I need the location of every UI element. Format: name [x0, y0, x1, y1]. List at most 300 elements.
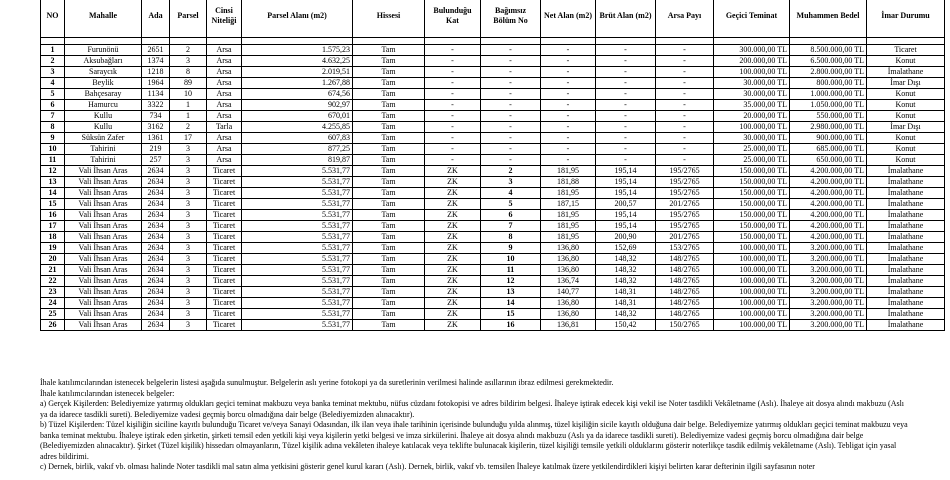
table-row	[41, 122, 945, 133]
column-header-kat: Bulunduğu Kat	[425, 0, 481, 38]
cell-gecici-teminat: 100.000,00 TL	[714, 298, 790, 309]
cell-muhammen-bedel: 8.500.000,00 TL	[790, 45, 867, 56]
cell-brut-alan: 195,14	[596, 177, 656, 188]
cell-imar-durumu: İmalathane	[867, 309, 945, 320]
cell-mahalle: Vali İhsan Aras	[65, 320, 142, 331]
column-header-gecici-teminat: Geçici Teminat	[714, 0, 790, 38]
cell-cinsi: Arsa	[207, 111, 242, 122]
cell-no: 6	[41, 100, 65, 111]
cell-net-alan: -	[541, 122, 596, 133]
cell-gecici-teminat: 100.000,00 TL	[714, 122, 790, 133]
cell-cinsi: Ticaret	[207, 210, 242, 221]
cell-imar-durumu: İmalathane	[867, 254, 945, 265]
column-header-parsel-alani: Parsel Alanı (m2)	[242, 0, 353, 38]
cell-mahalle: Vali İhsan Aras	[65, 287, 142, 298]
cell-brut-alan: -	[596, 56, 656, 67]
cell-imar-durumu: İmalathane	[867, 276, 945, 287]
cell-imar-durumu: İmalathane	[867, 265, 945, 276]
cell-cinsi: Ticaret	[207, 320, 242, 331]
cell-parsel: 3	[170, 155, 207, 166]
cell-bolum-no: -	[481, 45, 541, 56]
cell-muhammen-bedel: 3.200.000,00 TL	[790, 298, 867, 309]
cell-imar-durumu: Konut	[867, 56, 945, 67]
cell-kat: -	[425, 122, 481, 133]
cell-ada: 2634	[142, 276, 170, 287]
cell-hissesi: Tam	[353, 210, 425, 221]
table-row	[41, 56, 945, 67]
cell-parsel: 3	[170, 287, 207, 298]
cell-imar-durumu: İmalathane	[867, 188, 945, 199]
cell-cinsi: Ticaret	[207, 243, 242, 254]
cell-hissesi: Tam	[353, 232, 425, 243]
cell-mahalle: Vali İhsan Aras	[65, 276, 142, 287]
cell-cinsi: Ticaret	[207, 221, 242, 232]
cell-parsel-alani: 5.531,77	[242, 320, 353, 331]
cell-gecici-teminat: 25.000,00 TL	[714, 144, 790, 155]
cell-bolum-no: -	[481, 78, 541, 89]
cell-hissesi: Tam	[353, 254, 425, 265]
cell-parsel-alani: 902,97	[242, 100, 353, 111]
cell-ada: 1134	[142, 89, 170, 100]
cell-muhammen-bedel: 4.200.000,00 TL	[790, 166, 867, 177]
table-row	[41, 166, 945, 177]
cell-brut-alan: 150,42	[596, 320, 656, 331]
cell-bolum-no: 6	[481, 210, 541, 221]
cell-ada: 3322	[142, 100, 170, 111]
cell-cinsi: Arsa	[207, 78, 242, 89]
cell-arsa-payi: 148/2765	[656, 309, 714, 320]
cell-net-alan: 136,80	[541, 298, 596, 309]
cell-hissesi: Tam	[353, 56, 425, 67]
cell-no: 8	[41, 122, 65, 133]
cell-imar-durumu: İmalathane	[867, 166, 945, 177]
cell-parsel: 89	[170, 78, 207, 89]
cell-muhammen-bedel: 4.200.000,00 TL	[790, 221, 867, 232]
cell-arsa-payi: -	[656, 144, 714, 155]
cell-bolum-no: 11	[481, 265, 541, 276]
cell-net-alan: 136,74	[541, 276, 596, 287]
notes-individuals: a) Gerçek Kişilerden: Belediyemize yatırmış oldukları geçici teminat makbuzu veya banka teminat mektubu, nüfus cüzdanı fotokopisi ve adres bildirim belgesi. İhaleye iştirak edecek kişi vekil ise Noter tasdikli Vekâletname (Aslı). İhaleye ait dosya alındı makbuzu (Aslı ya da idarece tasdikli sureti). Belediyemize vadesi geçmiş borcu olmadığına dair belge (Belediyemizden alınacaktır).	[40, 399, 905, 419]
cell-ada: 2634	[142, 177, 170, 188]
cell-no: 3	[41, 67, 65, 78]
notes-legal-entities: b) Tüzel Kişilerden: Tüzel kişiliğin siciline kayıtlı bulunduğu Ticaret ve/veya Sanayi Odasından, ilk ilan veya ihale tarihinin içerisinde bulunduğu yılda alınmış, tüzel kişiliğin sicile kayıtlı olduğuna dair belge. Belediyemize yatırmış oldukları geçici teminat makbuzu veya banka teminat mektubu. İhaleye iştirak eden şirketin, şirketi temsil eden yetkili kişi veya kişilerin yetki belgesi ve imza sirkülerini. İhaleye ait dosya alındı makbuzu (Aslı ya da idarece tasdikli sureti). Belediyemize vadesi geçmiş borcu olmadığına dair belge (Belediyemizden alınacaktır). Şirket (Tüzel kişilik) hissedarı olmayanların, Tüzel kişilik adına vekâleten ihaleye katılacak veya teklifte bulunacak kişilerin, tüzel kişiliği temsile yetkili olduklarını gösterir noterlikçe tasdik edilmiş vekâletname (Aslı). Tebligat için yasal adres bildirimi.	[40, 420, 908, 461]
cell-bolum-no: 9	[481, 243, 541, 254]
cell-imar-durumu: Konut	[867, 111, 945, 122]
cell-net-alan: 181,88	[541, 177, 596, 188]
cell-net-alan: -	[541, 45, 596, 56]
cell-imar-durumu: İmalathane	[867, 232, 945, 243]
cell-mahalle: Süksün Zafer	[65, 133, 142, 144]
cell-gecici-teminat: 150.000,00 TL	[714, 199, 790, 210]
cell-brut-alan: -	[596, 67, 656, 78]
cell-no: 13	[41, 177, 65, 188]
cell-no: 9	[41, 133, 65, 144]
cell-muhammen-bedel: 3.200.000,00 TL	[790, 287, 867, 298]
cell-net-alan: 136,80	[541, 309, 596, 320]
cell-parsel-alani: 4.632,25	[242, 56, 353, 67]
table-row	[41, 298, 945, 309]
cell-brut-alan: -	[596, 45, 656, 56]
table-body	[41, 38, 945, 331]
cell-ada: 2634	[142, 309, 170, 320]
cell-brut-alan: 148,32	[596, 265, 656, 276]
cell-brut-alan: 195,14	[596, 221, 656, 232]
cell-parsel: 3	[170, 166, 207, 177]
cell-parsel-alani: 5.531,77	[242, 254, 353, 265]
requirements-notes	[40, 378, 910, 473]
cell-arsa-payi: 148/2765	[656, 265, 714, 276]
cell-mahalle: Vali İhsan Aras	[65, 210, 142, 221]
cell-arsa-payi: 201/2765	[656, 232, 714, 243]
cell-parsel-alani: 5.531,77	[242, 188, 353, 199]
table-row	[41, 100, 945, 111]
cell-cinsi: Arsa	[207, 67, 242, 78]
cell-kat: -	[425, 78, 481, 89]
parcel-table	[40, 0, 945, 331]
cell-muhammen-bedel: 800.000,00 TL	[790, 78, 867, 89]
cell-ada: 2634	[142, 210, 170, 221]
cell-brut-alan: 148,32	[596, 309, 656, 320]
cell-brut-alan: 195,14	[596, 188, 656, 199]
cell-gecici-teminat: 150.000,00 TL	[714, 188, 790, 199]
cell-hissesi: Tam	[353, 111, 425, 122]
cell-mahalle: Vali İhsan Aras	[65, 232, 142, 243]
table-row	[41, 67, 945, 78]
notes-heading: İhale katılımcılarından istenecek belgeler:	[40, 388, 175, 398]
cell-parsel-alani: 5.531,77	[242, 243, 353, 254]
cell-net-alan: 181,95	[541, 166, 596, 177]
cell-bolum-no: -	[481, 100, 541, 111]
cell-kat: -	[425, 133, 481, 144]
cell-gecici-teminat: 150.000,00 TL	[714, 210, 790, 221]
cell-imar-durumu: Ticaret	[867, 45, 945, 56]
cell-no: 4	[41, 78, 65, 89]
cell-kat: ZK	[425, 221, 481, 232]
cell-parsel-alani: 5.531,77	[242, 309, 353, 320]
cell-hissesi: Tam	[353, 309, 425, 320]
cell-brut-alan: -	[596, 144, 656, 155]
cell-cinsi: Ticaret	[207, 199, 242, 210]
cell-kat: ZK	[425, 177, 481, 188]
cell-bolum-no: -	[481, 56, 541, 67]
cell-net-alan: -	[541, 78, 596, 89]
cell-kat: -	[425, 111, 481, 122]
cell-hissesi: Tam	[353, 320, 425, 331]
cell-arsa-payi: 195/2765	[656, 177, 714, 188]
cell-muhammen-bedel: 685.000,00 TL	[790, 144, 867, 155]
cell-net-alan: -	[541, 144, 596, 155]
cell-net-alan: -	[541, 111, 596, 122]
cell-imar-durumu: Konut	[867, 155, 945, 166]
cell-no: 11	[41, 155, 65, 166]
cell-net-alan: 181,95	[541, 221, 596, 232]
cell-net-alan: 181,95	[541, 188, 596, 199]
cell-mahalle: Vali İhsan Aras	[65, 221, 142, 232]
column-header-mahalle: Mahalle	[65, 0, 142, 38]
cell-parsel: 3	[170, 188, 207, 199]
cell-arsa-payi: 148/2765	[656, 287, 714, 298]
cell-kat: -	[425, 155, 481, 166]
cell-gecici-teminat: 100.000,00 TL	[714, 309, 790, 320]
cell-kat: -	[425, 89, 481, 100]
cell-net-alan: 136,80	[541, 254, 596, 265]
cell-no: 12	[41, 166, 65, 177]
cell-imar-durumu: İmalathane	[867, 199, 945, 210]
cell-brut-alan: 200,90	[596, 232, 656, 243]
cell-muhammen-bedel: 900.000,00 TL	[790, 133, 867, 144]
cell-net-alan: 136,80	[541, 243, 596, 254]
cell-kat: -	[425, 144, 481, 155]
cell-muhammen-bedel: 4.200.000,00 TL	[790, 232, 867, 243]
cell-brut-alan: 148,31	[596, 287, 656, 298]
cell-hissesi: Tam	[353, 133, 425, 144]
cell-hissesi: Tam	[353, 45, 425, 56]
cell-ada: 2634	[142, 221, 170, 232]
cell-kat: ZK	[425, 254, 481, 265]
cell-parsel: 3	[170, 320, 207, 331]
cell-hissesi: Tam	[353, 265, 425, 276]
cell-mahalle: Vali İhsan Aras	[65, 309, 142, 320]
cell-cinsi: Ticaret	[207, 166, 242, 177]
cell-no: 15	[41, 199, 65, 210]
cell-parsel-alani: 674,56	[242, 89, 353, 100]
cell-parsel-alani: 5.531,77	[242, 166, 353, 177]
cell-imar-durumu: İmalathane	[867, 221, 945, 232]
table-row	[41, 265, 945, 276]
cell-arsa-payi: 195/2765	[656, 221, 714, 232]
cell-bolum-no: 4	[481, 188, 541, 199]
cell-muhammen-bedel: 650.000,00 TL	[790, 155, 867, 166]
cell-imar-durumu: İmalathane	[867, 210, 945, 221]
cell-parsel-alani: 5.531,77	[242, 287, 353, 298]
cell-mahalle: Vali İhsan Aras	[65, 177, 142, 188]
header-spacer-row	[41, 38, 945, 45]
cell-no: 18	[41, 232, 65, 243]
cell-kat: ZK	[425, 265, 481, 276]
cell-parsel-alani: 877,25	[242, 144, 353, 155]
cell-parsel-alani: 1.267,88	[242, 78, 353, 89]
cell-brut-alan: -	[596, 78, 656, 89]
cell-kat: ZK	[425, 287, 481, 298]
cell-gecici-teminat: 35.000,00 TL	[714, 100, 790, 111]
cell-muhammen-bedel: 3.200.000,00 TL	[790, 265, 867, 276]
cell-hissesi: Tam	[353, 155, 425, 166]
cell-cinsi: Arsa	[207, 56, 242, 67]
cell-gecici-teminat: 100.000,00 TL	[714, 265, 790, 276]
cell-arsa-payi: -	[656, 122, 714, 133]
cell-parsel-alani: 5.531,77	[242, 177, 353, 188]
cell-brut-alan: -	[596, 89, 656, 100]
cell-bolum-no: 16	[481, 320, 541, 331]
table-row	[41, 144, 945, 155]
cell-hissesi: Tam	[353, 199, 425, 210]
cell-parsel: 3	[170, 177, 207, 188]
cell-brut-alan: 148,32	[596, 276, 656, 287]
cell-imar-durumu: Konut	[867, 133, 945, 144]
cell-bolum-no: 3	[481, 177, 541, 188]
cell-no: 23	[41, 287, 65, 298]
cell-no: 20	[41, 254, 65, 265]
cell-muhammen-bedel: 4.200.000,00 TL	[790, 210, 867, 221]
cell-ada: 1218	[142, 67, 170, 78]
cell-bolum-no: 2	[481, 166, 541, 177]
cell-arsa-payi: -	[656, 89, 714, 100]
cell-gecici-teminat: 200.000,00 TL	[714, 56, 790, 67]
cell-brut-alan: -	[596, 133, 656, 144]
cell-ada: 2634	[142, 232, 170, 243]
cell-brut-alan: 148,32	[596, 254, 656, 265]
table-row	[41, 45, 945, 56]
cell-mahalle: Kullu	[65, 111, 142, 122]
cell-mahalle: Beylik	[65, 78, 142, 89]
table-row	[41, 243, 945, 254]
table-row	[41, 133, 945, 144]
cell-arsa-payi: -	[656, 155, 714, 166]
cell-bolum-no: 7	[481, 221, 541, 232]
cell-ada: 734	[142, 111, 170, 122]
cell-arsa-payi: -	[656, 78, 714, 89]
cell-arsa-payi: 153/2765	[656, 243, 714, 254]
cell-no: 19	[41, 243, 65, 254]
notes-associations: c) Dernek, birlik, vakıf vb. olması halinde Noter tasdikli mal satın alma yetkisini gösterir genel kurul kararı (Aslı). Dernek, birlik, vakıf vb. temsilen İhaleye katılmak üzere yetkilendirdikleri kişiyi belirten karar defterinin ilgili sayfasının noter	[40, 462, 815, 471]
cell-arsa-payi: -	[656, 67, 714, 78]
cell-hissesi: Tam	[353, 287, 425, 298]
cell-cinsi: Ticaret	[207, 276, 242, 287]
cell-imar-durumu: İmalathane	[867, 177, 945, 188]
cell-no: 25	[41, 309, 65, 320]
cell-parsel: 3	[170, 232, 207, 243]
column-header-muhammen-bedel: Muhammen Bedel	[790, 0, 867, 38]
cell-muhammen-bedel: 1.000.000,00 TL	[790, 89, 867, 100]
cell-brut-alan: 200,57	[596, 199, 656, 210]
cell-ada: 3162	[142, 122, 170, 133]
cell-imar-durumu: Konut	[867, 89, 945, 100]
cell-bolum-no: 14	[481, 298, 541, 309]
cell-bolum-no: -	[481, 144, 541, 155]
cell-bolum-no: -	[481, 155, 541, 166]
cell-parsel-alani: 607,83	[242, 133, 353, 144]
cell-ada: 2634	[142, 298, 170, 309]
cell-imar-durumu: İmalathane	[867, 287, 945, 298]
table-row	[41, 177, 945, 188]
cell-net-alan: -	[541, 155, 596, 166]
cell-kat: ZK	[425, 320, 481, 331]
cell-arsa-payi: -	[656, 111, 714, 122]
cell-kat: ZK	[425, 188, 481, 199]
cell-muhammen-bedel: 1.050.000,00 TL	[790, 100, 867, 111]
cell-parsel-alani: 5.531,77	[242, 298, 353, 309]
cell-arsa-payi: 195/2765	[656, 166, 714, 177]
cell-kat: -	[425, 45, 481, 56]
cell-parsel-alani: 5.531,77	[242, 276, 353, 287]
cell-muhammen-bedel: 3.200.000,00 TL	[790, 276, 867, 287]
cell-bolum-no: -	[481, 111, 541, 122]
cell-bolum-no: 5	[481, 199, 541, 210]
cell-brut-alan: 152,69	[596, 243, 656, 254]
cell-kat: ZK	[425, 298, 481, 309]
cell-gecici-teminat: 30.000,00 TL	[714, 133, 790, 144]
cell-cinsi: Arsa	[207, 144, 242, 155]
cell-parsel-alani: 5.531,77	[242, 232, 353, 243]
cell-net-alan: 136,81	[541, 320, 596, 331]
cell-mahalle: Kullu	[65, 122, 142, 133]
column-header-imar-durumu: İmar Durumu	[867, 0, 945, 38]
cell-imar-durumu: İmalathane	[867, 67, 945, 78]
cell-parsel: 1	[170, 111, 207, 122]
cell-muhammen-bedel: 550.000,00 TL	[790, 111, 867, 122]
cell-mahalle: Vali İhsan Aras	[65, 188, 142, 199]
cell-brut-alan: 195,14	[596, 166, 656, 177]
cell-gecici-teminat: 100.000,00 TL	[714, 243, 790, 254]
cell-gecici-teminat: 30.000,00 TL	[714, 89, 790, 100]
cell-parsel: 8	[170, 67, 207, 78]
cell-cinsi: Arsa	[207, 133, 242, 144]
cell-no: 26	[41, 320, 65, 331]
cell-brut-alan: -	[596, 111, 656, 122]
cell-bolum-no: 10	[481, 254, 541, 265]
cell-net-alan: -	[541, 67, 596, 78]
cell-cinsi: Arsa	[207, 89, 242, 100]
cell-arsa-payi: 148/2765	[656, 254, 714, 265]
cell-gecici-teminat: 150.000,00 TL	[714, 177, 790, 188]
cell-no: 7	[41, 111, 65, 122]
cell-muhammen-bedel: 3.200.000,00 TL	[790, 254, 867, 265]
column-header-arsa-payi: Arsa Payı	[656, 0, 714, 38]
table-row	[41, 221, 945, 232]
table-row	[41, 188, 945, 199]
cell-net-alan: -	[541, 100, 596, 111]
cell-no: 24	[41, 298, 65, 309]
cell-imar-durumu: İmalathane	[867, 243, 945, 254]
cell-gecici-teminat: 20.000,00 TL	[714, 111, 790, 122]
cell-brut-alan: -	[596, 100, 656, 111]
table-row	[41, 320, 945, 331]
cell-ada: 257	[142, 155, 170, 166]
cell-arsa-payi: -	[656, 56, 714, 67]
cell-cinsi: Ticaret	[207, 232, 242, 243]
cell-ada: 2651	[142, 45, 170, 56]
cell-mahalle: Vali İhsan Aras	[65, 298, 142, 309]
cell-net-alan: -	[541, 56, 596, 67]
cell-brut-alan: 195,14	[596, 210, 656, 221]
table-row	[41, 254, 945, 265]
cell-kat: ZK	[425, 199, 481, 210]
cell-imar-durumu: Konut	[867, 100, 945, 111]
cell-hissesi: Tam	[353, 177, 425, 188]
cell-hissesi: Tam	[353, 298, 425, 309]
table-row	[41, 155, 945, 166]
cell-no: 14	[41, 188, 65, 199]
cell-mahalle: Saraycık	[65, 67, 142, 78]
cell-arsa-payi: 195/2765	[656, 188, 714, 199]
cell-hissesi: Tam	[353, 78, 425, 89]
cell-gecici-teminat: 30.000,00 TL	[714, 78, 790, 89]
cell-net-alan: 181,95	[541, 210, 596, 221]
notes-intro: İhale katılımcılarından istenecek belgelerin listesi aşağıda sunulmuştur. Belgelerin aslı yerine fotokopi ya da suretlerinin verilmesi halinde asıllarının ibraz edilmesi gerekmektedir.	[40, 378, 614, 387]
cell-no: 2	[41, 56, 65, 67]
cell-parsel: 1	[170, 100, 207, 111]
cell-ada: 2634	[142, 287, 170, 298]
cell-mahalle: Vali İhsan Aras	[65, 243, 142, 254]
cell-arsa-payi: 201/2765	[656, 199, 714, 210]
table-row	[41, 89, 945, 100]
cell-mahalle: Tahirini	[65, 155, 142, 166]
cell-muhammen-bedel: 3.200.000,00 TL	[790, 243, 867, 254]
cell-no: 1	[41, 45, 65, 56]
cell-cinsi: Arsa	[207, 100, 242, 111]
cell-mahalle: Furunönü	[65, 45, 142, 56]
cell-muhammen-bedel: 3.200.000,00 TL	[790, 320, 867, 331]
